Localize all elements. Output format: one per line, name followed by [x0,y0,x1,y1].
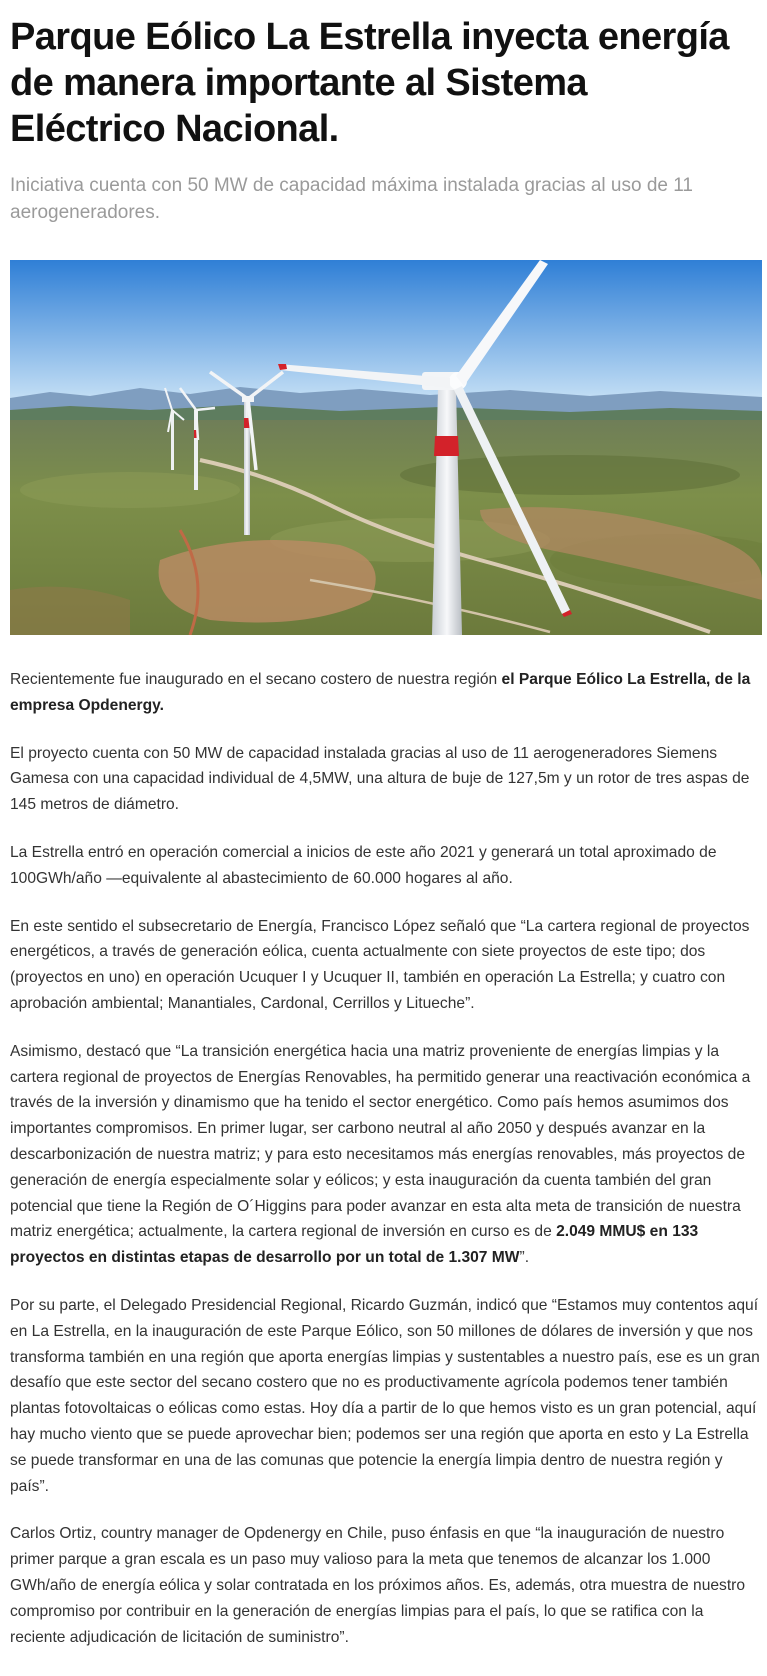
paragraph: Recientemente fue inaugurado en el secano costero de nuestra región el Parque Eólico La Estrella, de la empresa Opdenergy. [10,671,751,714]
paragraph: El proyecto cuenta con 50 MW de capacidad instalada gracias al uso de 11 aerogeneradores Siemens Gamesa con una capacidad individual de 4,5MW, una altura de buje de 127,5m y un rotor de tres aspas de 145 metros de diámetro. [10,744,750,814]
paragraph: La Estrella entró en operación comercial a inicios de este año 2021 y generará un total aproximado de 100GWh/año —equivalente al abastecimiento de 60.000 hogares al año. [10,843,717,887]
paragraph: En este sentido el subsecretario de Energía, Francisco López señaló que “La cartera regional de proyectos energéticos, a través de generación eólica, cuenta actualmente con siete proyectos de este tipo; dos (proyectos en uno) en operación Ucuquer I y Ucuquer II, también en operación La Estrella; y cuatro con aprobación ambiental; Manantiales, Cardonal, Cerrillos y Litueche”. [10,917,750,1012]
paragraph: Asimismo, destacó que “La transición energética hacia una matriz proveniente de energías limpias y la cartera regional de proyectos de Energías Renovables, ha permitido generar una reactivación económica a través de la inversión y dinamismo que ha tenido el sector energético. Como país hemos asumimos dos importantes compromisos. En primer lugar, ser carbono neutral al año 2050 y después avanzar en la descarbonización de nuestra matriz; y para esto necesitamos más energías renovables, más proyectos de generación de energía especialmente solar y eólicos; y esta inauguración da cuenta también del gran potencial que tiene la Región de O´Higgins para poder avanzar en esta alta meta de transición de nuestra matriz energética; actualmente, la cartera regional de inversión en curso es de 2.049 MMU$ en 133 proyectos en distintas etapas de desarrollo por un total de 1.307 MW”. [10,1042,751,1267]
article-headline: Parque Eólico La Estrella inyecta energía de manera importante al Sistema Eléctrico Nacional. [10,16,729,150]
article-subtitle: Iniciativa cuenta con 50 MW de capacidad máxima instalada gracias al uso de 11 aerogeneradores. [10,175,693,223]
paragraph: Carlos Ortiz, country manager de Opdenergy en Chile, puso énfasis en que “la inauguración de nuestro primer parque a gran escala es un paso muy valioso para la meta que tenemos de alcanzar los 1.000 GWh/año de energía eólica y solar contratada en los próximos años. Es, además, otra muestra de nuestro compromiso por contribuir en la generación de energías limpias para el país, lo que se ratifica con la reciente adjudicación de licitación de suministro”. [10,1525,746,1646]
wind-farm-photo [10,260,762,635]
article-hero-image [10,260,762,635]
sky [10,260,762,410]
article [10,0,762,1672]
article-body [10,667,762,1650]
paragraph: Por su parte, el Delegado Presidencial Regional, Ricardo Guzmán, indicó que “Estamos muy contentos aquí en La Estrella, en la inauguración de este Parque Eólico, son 50 millones de dólares de inversión y que nos transforma también en una región que aporta energías limpias y sustentables a nuestro país, ese es un gran desafío que este sector del secano costero que no es productivamente agrícola podemos tener también plantas fotovoltaicas o eólicas como estas. Hoy día a partir de lo que hemos visto es un gran potencial, aquí hay mucho viento que se puede aprovechar bien; podemos ser una región que aporta en esto y La Estrella se puede transformar en una de las comunas que potencie la energía limpia dentro de nuestra región y país”. [10,1296,760,1495]
